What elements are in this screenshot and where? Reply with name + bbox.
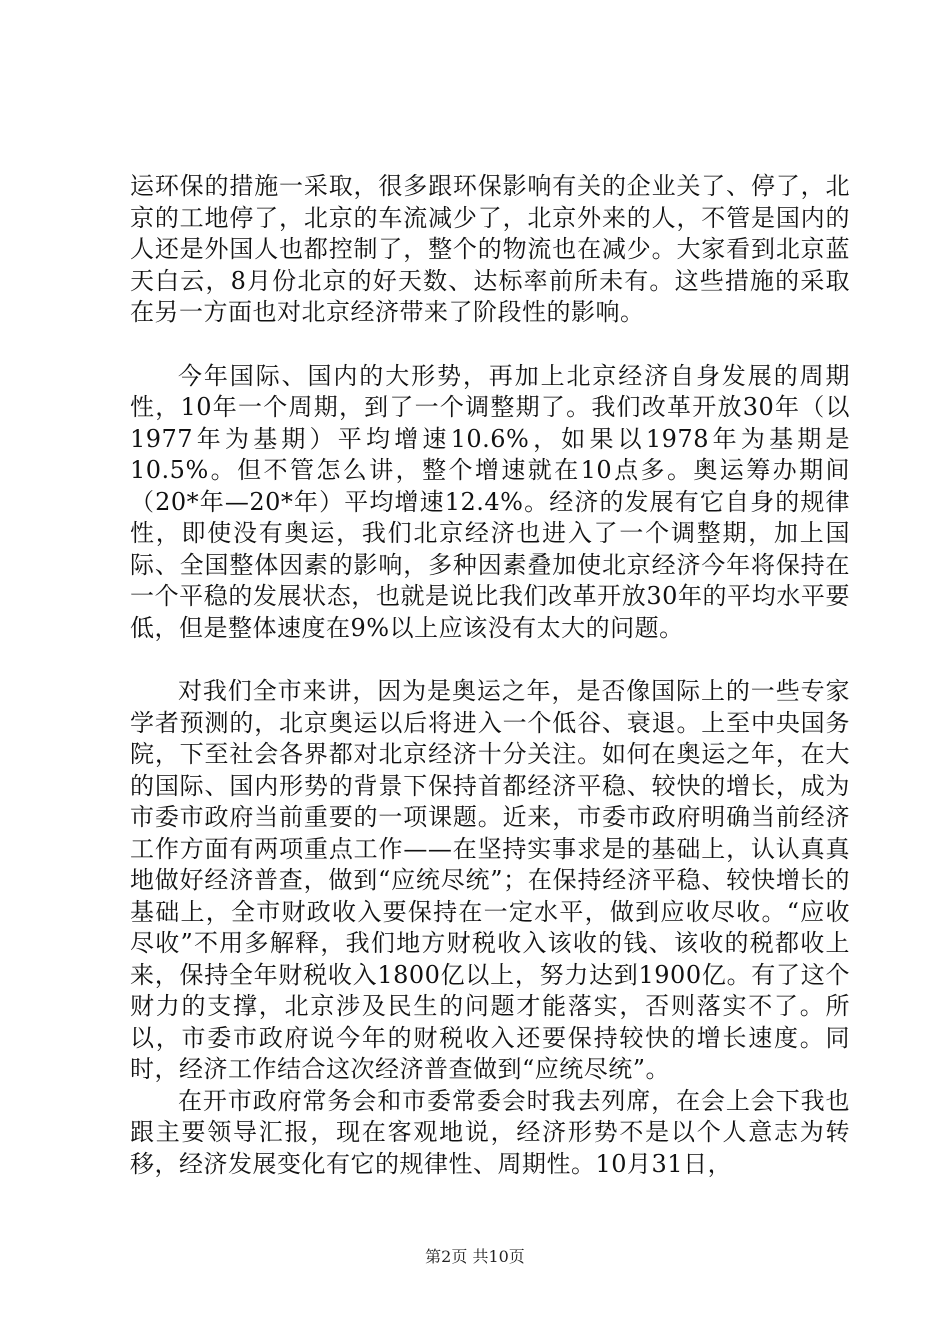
paragraph-1: 运环保的措施一采取，很多跟环保影响有关的企业关了、停了，北京的工地停了，北京的车流减少了，北京外来的人，不管是国内的人还是外国人也都控制了，整个的物流也在减少。大家看到北京蓝天白云，8月份北京的好天数、达标率前所未有。这些措施的采取在另一方面也对北京经济带来了阶段性的影响。 (130, 172, 850, 326)
document-body (130, 171, 850, 1180)
paragraph-3: 对我们全市来讲，因为是奥运之年，是否像国际上的一些专家学者预测的，北京奥运以后将进入一个低谷、衰退。上至中央国务院，下至社会各界都对北京经济十分关注。如何在奥运之年，在大的国际、国内形势的背景下保持首都经济平稳、较快的增长，成为市委市政府当前重要的一项课题。近来，市委市政府明确当前经济工作方面有两项重点工作——在坚持实事求是的基础上，认认真真地做好经济普查，做到“应统尽统”；在保持经济平稳、较快增长的基础上，全市财政收入要保持在一定水平，做到应收尽收。“应收尽收”不用多解释，我们地方财税收入该收的钱、该收的税都收上来，保持全年财税收入1800亿以上，努力达到1900亿。有了这个财力的支撑，北京涉及民生的问题才能落实，否则落实不了。所以，市委市政府说今年的财税收入还要保持较快的增长速度。同时，经济工作结合这次经济普查做到“应统尽统”。 (130, 677, 850, 1083)
paragraph-spacer (130, 329, 850, 361)
paragraph-spacer (130, 644, 850, 676)
page-number-footer: 第2页 共10页 (425, 1247, 525, 1266)
paragraph-2: 今年国际、国内的大形势，再加上北京经济自身发展的周期性，10年一个周期，到了一个调整期了。我们改革开放30年（以1977年为基期）平均增速10.6%，如果以1978年为基期是10.5%。但不管怎么讲，整个增速就在10点多。奥运筹办期间（20*年—20*年）平均增速12.4%。经济的发展有它自身的规律性，即使没有奥运，我们北京经济也进入了一个调整期，加上国际、全国整体因素的影响，多种因素叠加使北京经济今年将保持在一个平稳的发展状态，也就是说比我们改革开放30年的平均水平要低，但是整体速度在9%以上应该没有太大的问题。 (130, 361, 850, 642)
paragraph-4: 在开市政府常务会和市委常委会时我去列席，在会上会下我也跟主要领导汇报，现在客观地说，经济形势不是以个人意志为转移，经济发展变化有它的规律性、周期性。10月31日， (130, 1086, 850, 1178)
